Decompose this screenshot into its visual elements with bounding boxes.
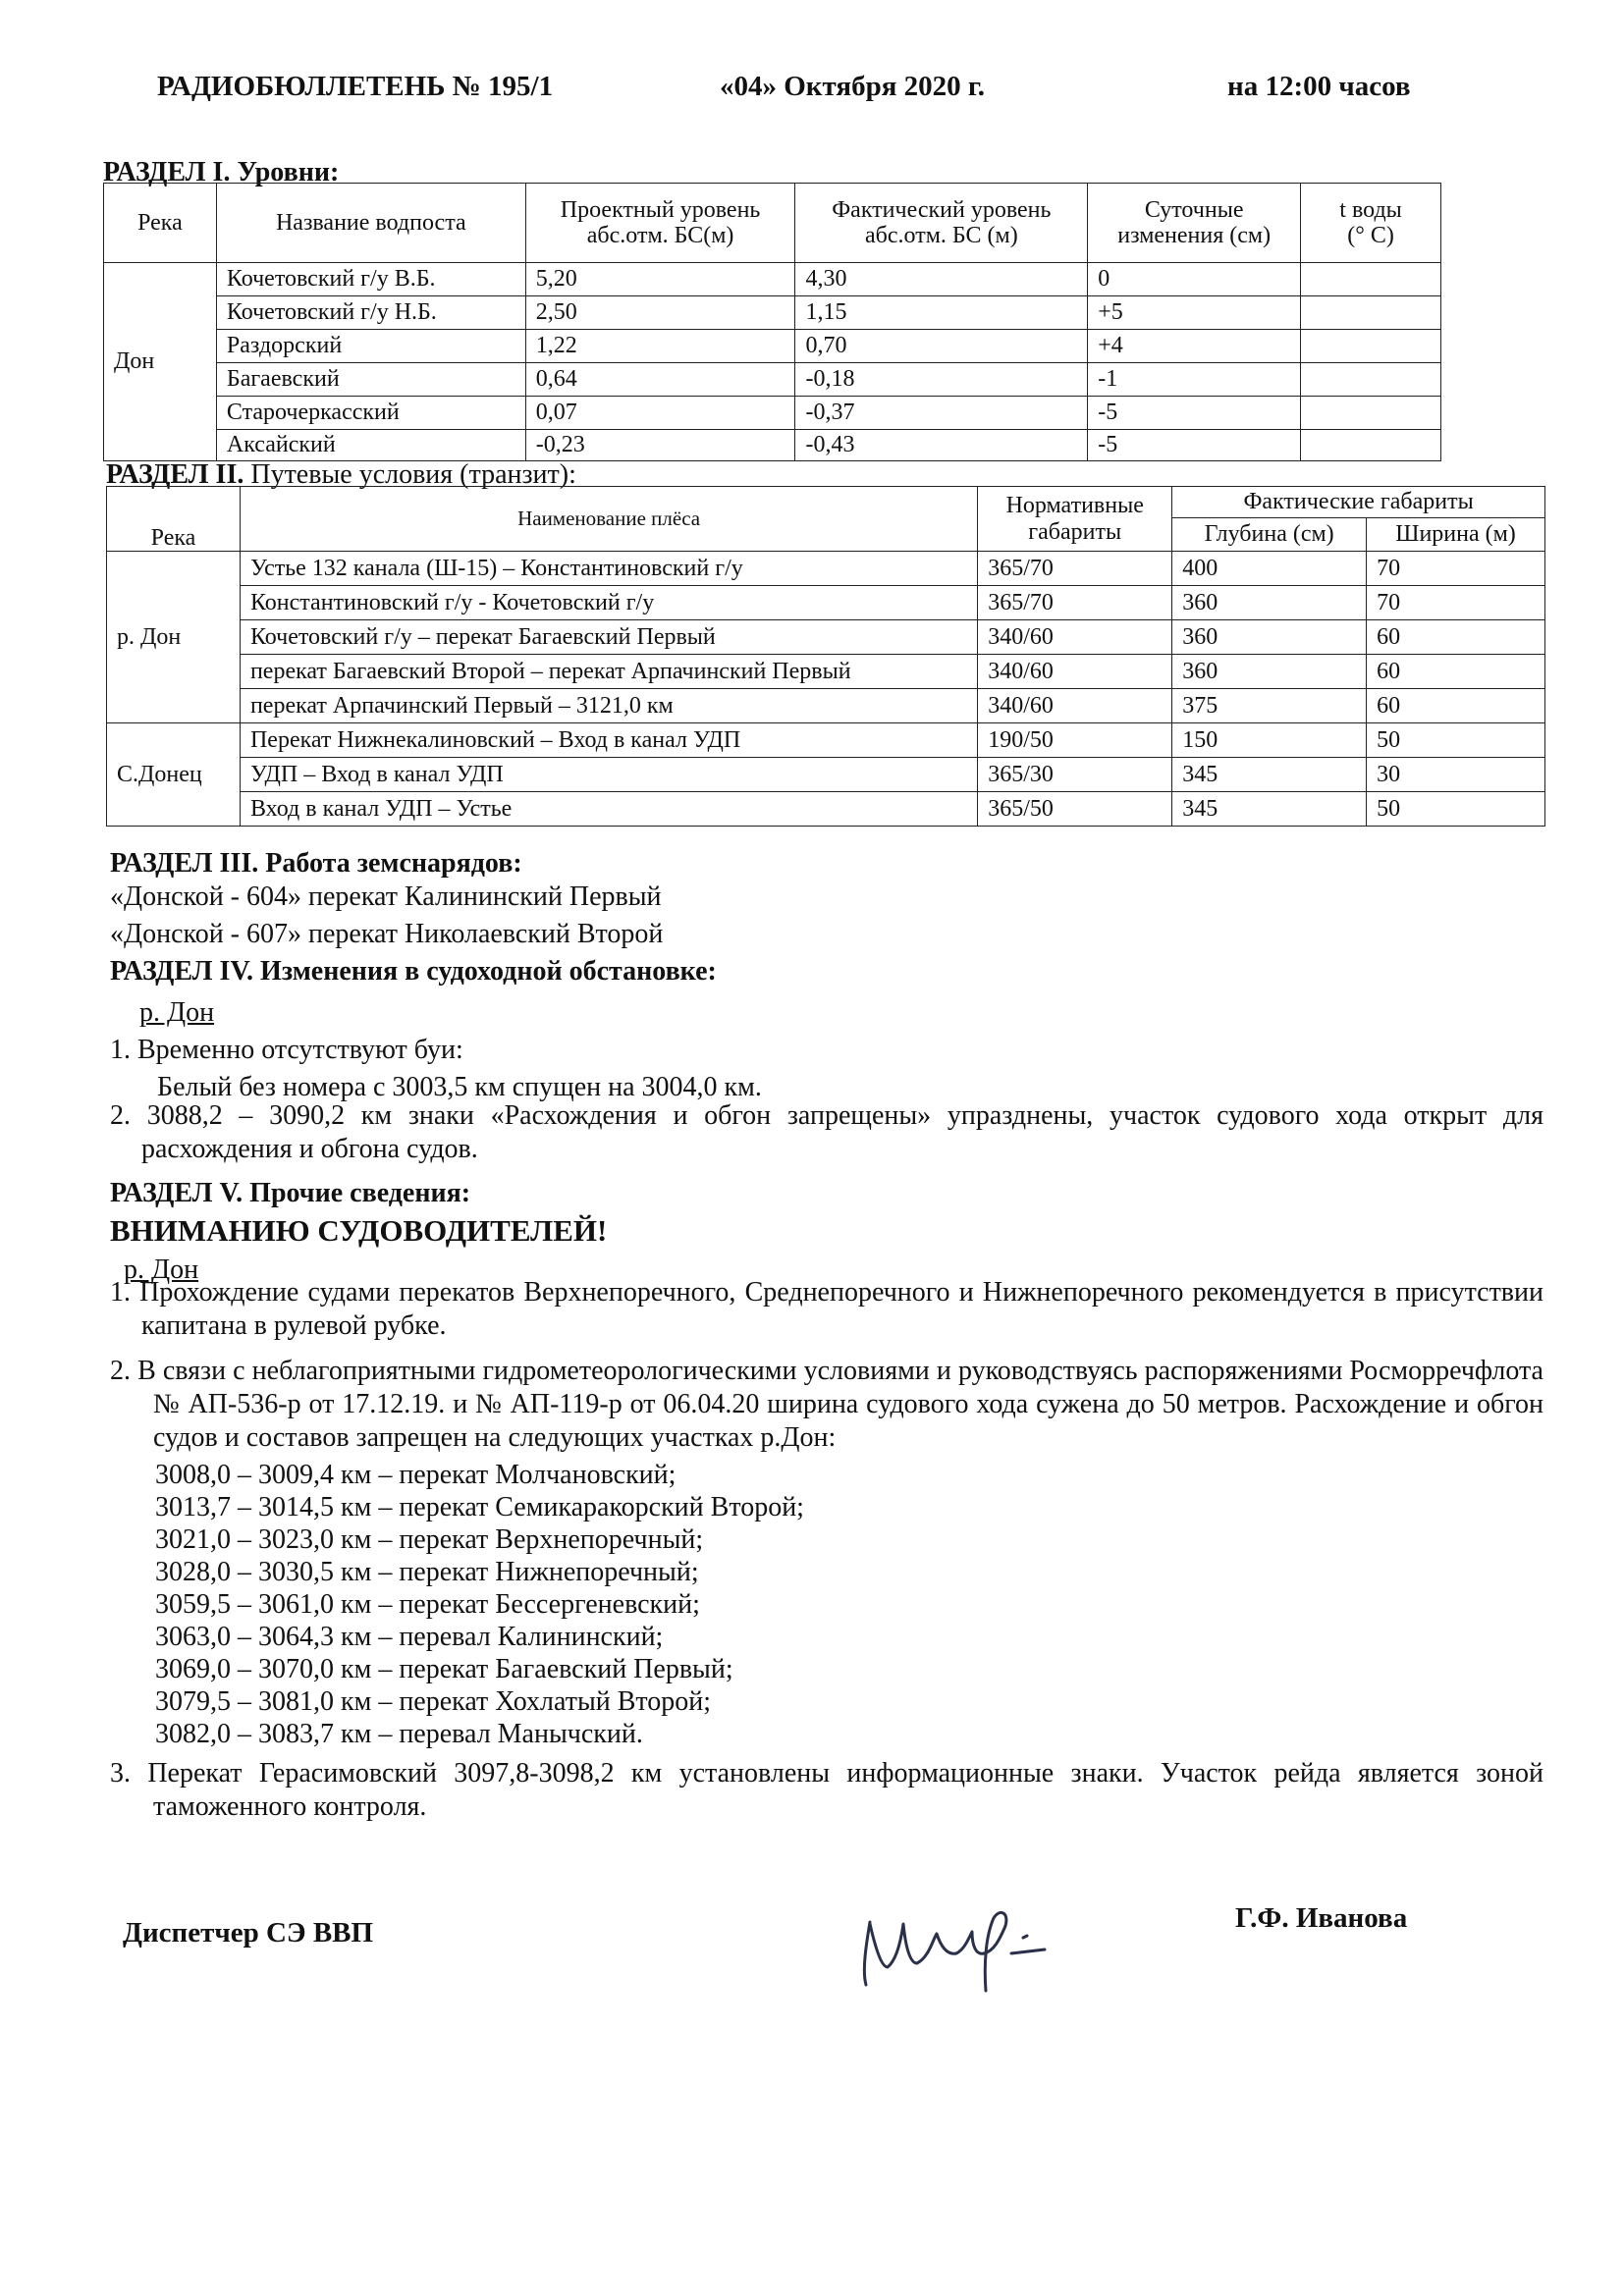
width-cell: 50 [1367, 792, 1545, 827]
restricted-segment: 3063,0 – 3064,3 км – перевал Калининский; [155, 1622, 664, 1652]
width-cell: 60 [1367, 655, 1545, 689]
width-cell: 60 [1367, 689, 1545, 723]
daily-change-cell: -1 [1088, 363, 1301, 397]
actual-level-cell: 4,30 [795, 263, 1088, 296]
handwritten-signature [852, 1895, 1068, 2002]
river-cell: Дон [104, 263, 217, 461]
section4-item1-detail: Белый без номера с 3003,5 км спущен на 3004,0 км. [157, 1072, 762, 1102]
project-level-cell: 5,20 [525, 263, 795, 296]
restricted-segment: 3082,0 – 3083,7 км – перевал Манычский. [155, 1719, 643, 1749]
col-daily-change: Суточные изменения (см) [1088, 184, 1301, 263]
section4-item2: 2. 3088,2 – 3090,2 км знаки «Расхождения и обгон запрещены» упразднены, участок судового хода открыт для расхождения и обгона судов. [110, 1100, 1543, 1164]
col-river: Река [107, 487, 241, 552]
col-actual-dimensions: Фактические габариты [1172, 487, 1545, 518]
restricted-segment: 3069,0 – 3070,0 км – перекат Багаевский Первый; [155, 1654, 733, 1684]
col-post: Название водпоста [216, 184, 525, 263]
transit-row [107, 792, 1545, 827]
transit-header-row-1 [107, 487, 1545, 518]
depth-cell: 360 [1172, 620, 1367, 655]
restricted-segments-list [155, 1459, 804, 1750]
attention-heading: ВНИМАНИЮ СУДОВОДИТЕЛЕЙ! [110, 1213, 608, 1248]
restricted-segment: 3013,7 – 3014,5 км – перекат Семикаракорский Второй; [155, 1492, 804, 1522]
col-river: Река [104, 184, 217, 263]
daily-change-cell: -5 [1088, 430, 1301, 461]
reach-cell: УДП – Вход в канал УДП [240, 758, 977, 792]
reach-cell: Перекат Нижнекалиновский – Вход в канал УДП [240, 723, 977, 758]
col-project-level: Проектный уровень абс.отм. БС(м) [525, 184, 795, 263]
daily-change-cell: +5 [1088, 296, 1301, 330]
normative-cell: 340/60 [978, 620, 1172, 655]
dispatcher-position: Диспетчер СЭ ВВП [123, 1917, 374, 1949]
depth-cell: 345 [1172, 758, 1367, 792]
depth-cell: 150 [1172, 723, 1367, 758]
actual-level-cell: -0,37 [795, 397, 1088, 430]
reach-cell: Константиновский г/у - Кочетовский г/у [240, 586, 977, 620]
bulletin-time: на 12:00 часов [1227, 71, 1411, 102]
depth-cell: 360 [1172, 586, 1367, 620]
post-cell: Старочеркасский [216, 397, 525, 430]
post-cell: Кочетовский г/у В.Б. [216, 263, 525, 296]
transit-row [107, 723, 1545, 758]
water-temp-cell [1301, 330, 1441, 363]
dispatcher-name: Г.Ф. Иванова [1235, 1902, 1408, 1934]
transit-row [107, 552, 1545, 586]
normative-cell: 365/50 [978, 792, 1172, 827]
post-cell: Аксайский [216, 430, 525, 461]
levels-row [104, 263, 1441, 296]
section5-item1: 1. Прохождение судами перекатов Верхнепоречного, Среднепоречного и Нижнепоречного рекомендуется в присутствии капитана в рулевой рубке. [110, 1277, 1543, 1341]
col-depth: Глубина (см) [1172, 518, 1367, 552]
post-cell: Кочетовский г/у Н.Б. [216, 296, 525, 330]
restricted-segment: 3028,0 – 3030,5 км – перекат Нижнепоречный; [155, 1557, 699, 1587]
daily-change-cell: -5 [1088, 397, 1301, 430]
water-temp-cell [1301, 397, 1441, 430]
project-level-cell: 0,07 [525, 397, 795, 430]
actual-level-cell: -0,18 [795, 363, 1088, 397]
reach-cell: перекат Багаевский Второй – перекат Арпачинский Первый [240, 655, 977, 689]
levels-row [104, 363, 1441, 397]
levels-row [104, 296, 1441, 330]
normative-cell: 340/60 [978, 689, 1172, 723]
section1-title: РАЗДЕЛ I. Уровни: [103, 157, 340, 187]
river-cell: С.Донец [107, 723, 241, 827]
section5-title: РАЗДЕЛ V. Прочие сведения: [110, 1178, 471, 1208]
width-cell: 30 [1367, 758, 1545, 792]
depth-cell: 345 [1172, 792, 1367, 827]
water-temp-cell [1301, 263, 1441, 296]
bulletin-header [157, 71, 1453, 110]
actual-level-cell: 0,70 [795, 330, 1088, 363]
transit-row [107, 689, 1545, 723]
section4-title: РАЗДЕЛ IV. Изменения в судоходной обстановке: [110, 956, 717, 987]
normative-cell: 365/30 [978, 758, 1172, 792]
post-cell: Багаевский [216, 363, 525, 397]
restricted-segment: 3059,5 – 3061,0 км – перекат Бессергеневский; [155, 1589, 700, 1620]
reach-cell: перекат Арпачинский Первый – 3121,0 км [240, 689, 977, 723]
section5-item3: 3. Перекат Герасимовский 3097,8-3098,2 км установлены информационные знаки. Участок рейда является зоной таможенного контроля. [110, 1758, 1543, 1822]
project-level-cell: -0,23 [525, 430, 795, 461]
section4-item1: 1. Временно отсутствуют буи: [110, 1035, 463, 1065]
section5-item2: 2. В связи с неблагоприятными гидрометеорологическими условиями и руководствуясь распоряжениями Росморречфлота № АП-536-р от 17.12.19. и № АП-119-р от 06.04.20 ширина судового хода сужена до 50 метров. Расхождение и обгон судов и составов запрещен на следующих участках р.Дон: [110, 1356, 1543, 1453]
reach-cell: Вход в канал УДП – Устье [240, 792, 977, 827]
section4-river: р. Дон [139, 997, 215, 1028]
actual-level-cell: 1,15 [795, 296, 1088, 330]
levels-table [103, 183, 1441, 461]
width-cell: 50 [1367, 723, 1545, 758]
col-reach: Наименование плёса [240, 487, 977, 552]
dredger-item: «Донской - 604» перекат Калининский Первый [110, 881, 662, 912]
reach-cell: Устье 132 канала (Ш-15) – Константиновский г/у [240, 552, 977, 586]
levels-header-row [104, 184, 1441, 263]
normative-cell: 365/70 [978, 552, 1172, 586]
restricted-segment: 3008,0 – 3009,4 км – перекат Молчановский; [155, 1460, 677, 1490]
depth-cell: 360 [1172, 655, 1367, 689]
daily-change-cell: 0 [1088, 263, 1301, 296]
restricted-segment: 3021,0 – 3023,0 км – перекат Верхнепоречный; [155, 1524, 704, 1555]
width-cell: 70 [1367, 552, 1545, 586]
bulletin-title: РАДИОБЮЛЛЕТЕНЬ № 195/1 [157, 71, 554, 102]
transit-row [107, 758, 1545, 792]
river-cell: р. Дон [107, 552, 241, 723]
normative-cell: 365/70 [978, 586, 1172, 620]
normative-cell: 340/60 [978, 655, 1172, 689]
project-level-cell: 0,64 [525, 363, 795, 397]
transit-row [107, 655, 1545, 689]
depth-cell: 400 [1172, 552, 1367, 586]
col-water-temp: t воды (° С) [1301, 184, 1441, 263]
water-temp-cell [1301, 363, 1441, 397]
levels-row [104, 330, 1441, 363]
reach-cell: Кочетовский г/у – перекат Багаевский Первый [240, 620, 977, 655]
width-cell: 60 [1367, 620, 1545, 655]
levels-row [104, 430, 1441, 461]
section2-title: РАЗДЕЛ II. Путевые условия (транзит): [106, 459, 576, 490]
section5-river: р. Дон [124, 1255, 199, 1285]
transit-row [107, 586, 1545, 620]
levels-row [104, 397, 1441, 430]
section3-title: РАЗДЕЛ III. Работа земснарядов: [110, 848, 522, 879]
water-temp-cell [1301, 296, 1441, 330]
depth-cell: 375 [1172, 689, 1367, 723]
project-level-cell: 2,50 [525, 296, 795, 330]
transit-row [107, 620, 1545, 655]
col-normative: Нормативные габариты [978, 487, 1172, 552]
post-cell: Раздорский [216, 330, 525, 363]
water-temp-cell [1301, 430, 1441, 461]
actual-level-cell: -0,43 [795, 430, 1088, 461]
dredger-item: «Донской - 607» перекат Николаевский Второй [110, 919, 664, 949]
restricted-segment: 3079,5 – 3081,0 км – перекат Хохлатый Второй; [155, 1686, 712, 1717]
bulletin-date: «04» Октября 2020 г. [720, 71, 986, 102]
transit-table [106, 486, 1545, 827]
project-level-cell: 1,22 [525, 330, 795, 363]
col-width: Ширина (м) [1367, 518, 1545, 552]
width-cell: 70 [1367, 586, 1545, 620]
normative-cell: 190/50 [978, 723, 1172, 758]
daily-change-cell: +4 [1088, 330, 1301, 363]
col-actual-level: Фактический уровень абс.отм. БС (м) [795, 184, 1088, 263]
